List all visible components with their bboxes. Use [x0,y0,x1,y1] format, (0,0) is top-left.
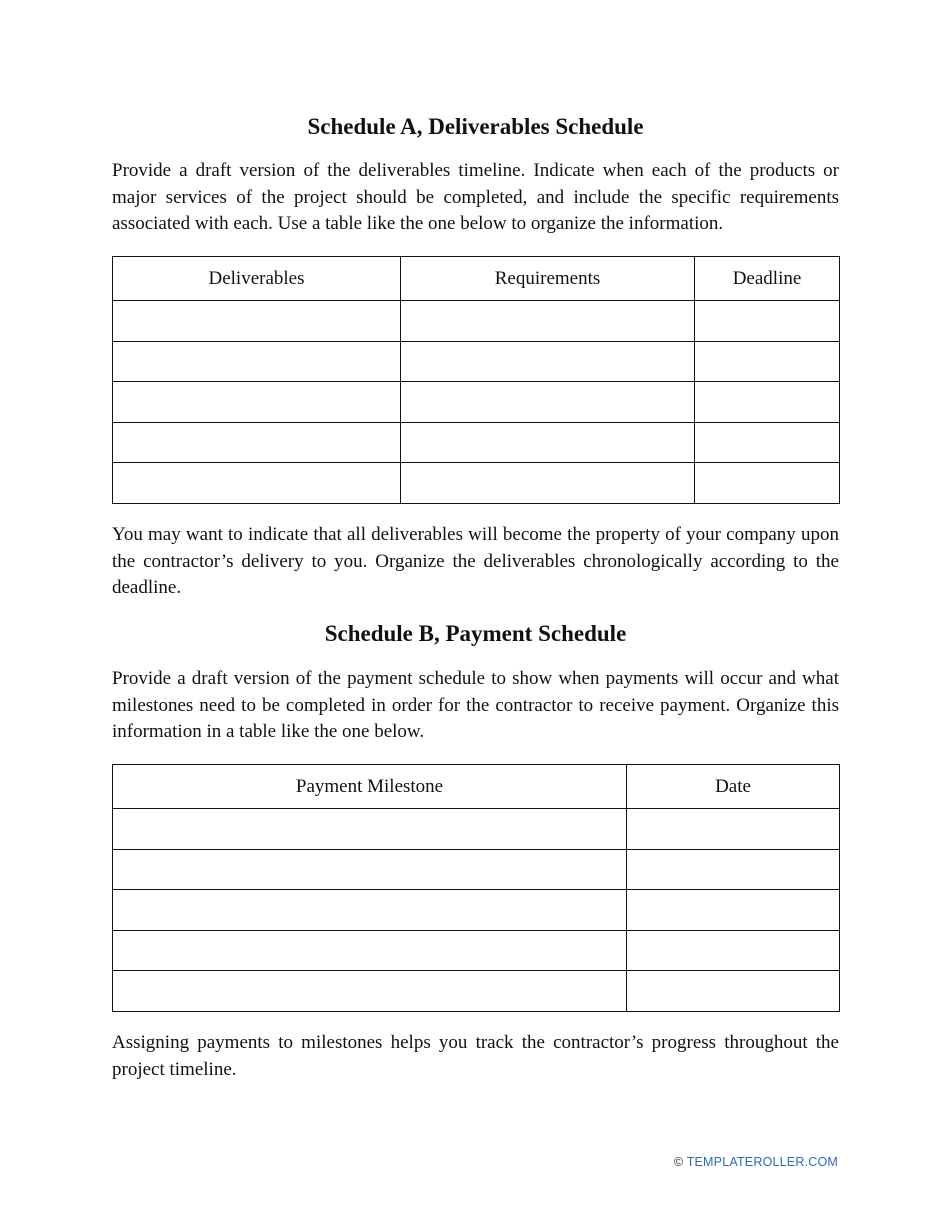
table-row [113,930,840,971]
table-cell[interactable] [627,809,840,850]
table-cell[interactable] [695,463,840,504]
table-cell[interactable] [401,301,695,342]
table-row [113,463,840,504]
table-cell[interactable] [113,301,401,342]
schedule-b-note: Assigning payments to milestones helps you track the contractor’s progress throughout the project timeline. [112,1032,839,1080]
table-row [113,849,840,890]
table-header-row [113,257,840,301]
payment-table [112,764,840,1012]
table-cell[interactable] [113,930,627,971]
table-cell[interactable] [113,849,627,890]
table-cell[interactable] [113,422,401,463]
table-row [113,382,840,423]
copyright-symbol: © [673,1155,684,1169]
table-cell[interactable] [627,971,840,1012]
table-cell[interactable] [401,463,695,504]
table-cell[interactable] [401,382,695,423]
table-cell[interactable] [113,463,401,504]
table-row [113,341,840,382]
schedule-a-title: Schedule A, Deliverables Schedule [307,114,644,139]
schedule-a-intro: Provide a draft version of the deliverables timeline. Indicate when each of the products or major services of the project should be completed, and include the specific requirements associated with each. Use a table like the one below to organize the information. [112,160,839,234]
deliverables-table [112,256,840,504]
table-row [113,301,840,342]
schedule-b-intro: Provide a draft version of the payment schedule to show when payments will occur and what milestones need to be completed in order for the contractor to receive payment. Organize this information in a table like the one below. [112,668,839,742]
footer-brand [674,1155,838,1169]
table-cell[interactable] [113,341,401,382]
table-cell[interactable] [695,422,840,463]
table-cell[interactable] [627,849,840,890]
table-row [113,422,840,463]
column-header-payment-milestone: Payment Milestone [113,765,627,809]
table-row [113,971,840,1012]
column-header-deliverables: Deliverables [113,257,401,301]
schedule-b-title: Schedule B, Payment Schedule [324,621,627,646]
schedule-a-note: You may want to indicate that all deliverables will become the property of your company upon the contractor’s delivery to you. Organize the deliverables chronologically according to the deadline. [112,524,839,598]
table-cell[interactable] [401,341,695,382]
table-cell[interactable] [113,382,401,423]
table-header-row [113,765,840,809]
column-header-requirements: Requirements [401,257,695,301]
table-cell[interactable] [113,971,627,1012]
table-cell[interactable] [627,930,840,971]
brand-link[interactable]: TEMPLATEROLLER.COM [686,1155,838,1169]
table-cell[interactable] [113,809,627,850]
table-row [113,809,840,850]
table-cell[interactable] [695,382,840,423]
column-header-date: Date [627,765,840,809]
table-cell[interactable] [695,341,840,382]
table-row [113,890,840,931]
table-cell[interactable] [113,890,627,931]
table-cell[interactable] [627,890,840,931]
table-cell[interactable] [401,422,695,463]
table-cell[interactable] [695,301,840,342]
column-header-deadline: Deadline [695,257,840,301]
